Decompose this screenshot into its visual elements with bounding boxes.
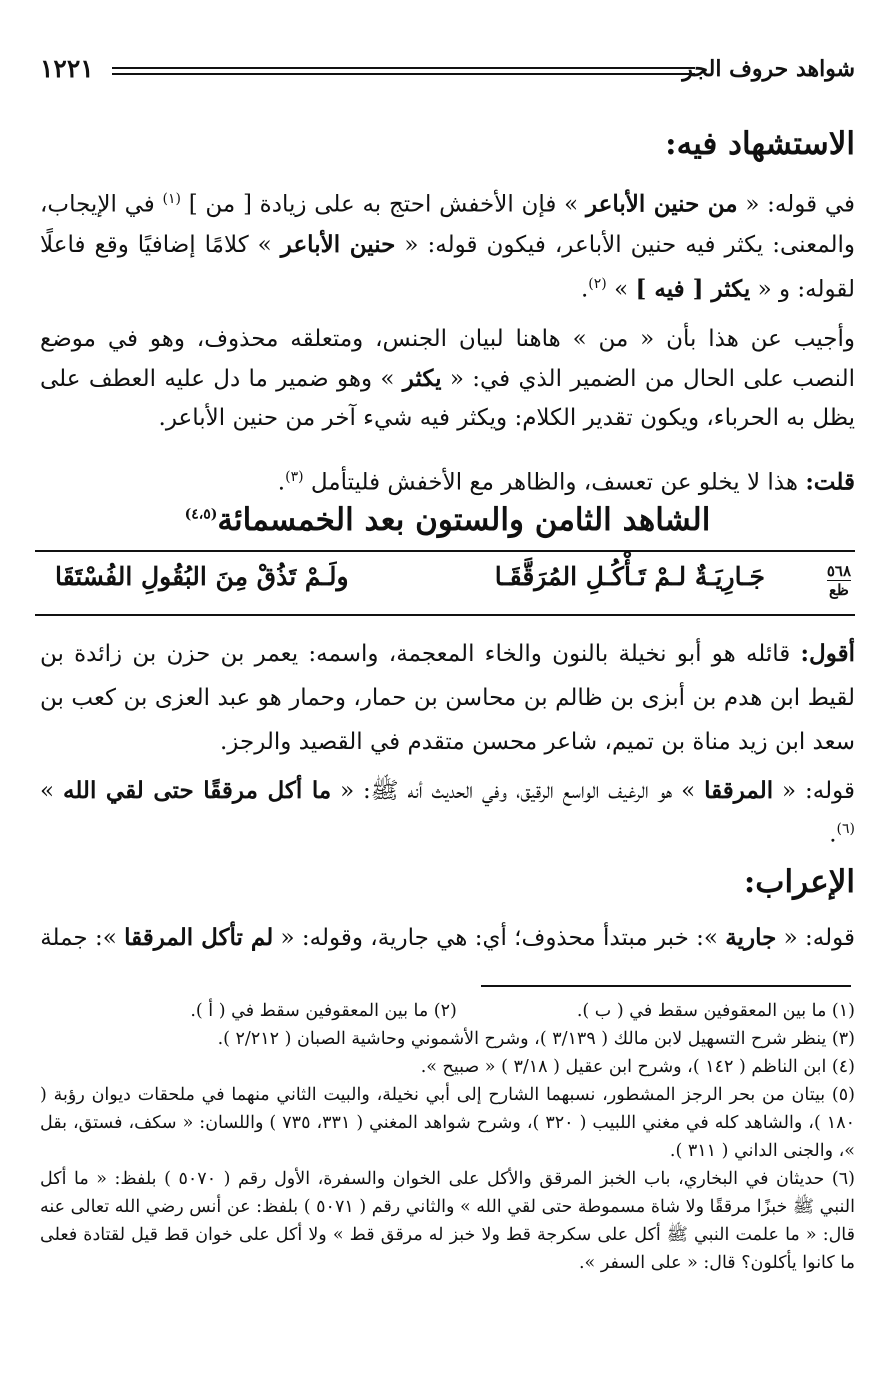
footnote-4: (٤) ابن الناظم ( ١٤٢ )، وشرح ابن عقيل ( ٣/١٨ ) « صبيح ». (420, 1057, 855, 1077)
section-istishhad (40, 124, 855, 164)
poem-heading: الشاهد الثامن والستون بعد الخمسمائة$^{(٤،٥)}$ (184, 502, 711, 538)
paragraph-text: في قوله: « من حنين الأباعر » فإن الأخفش احتج به على زيادة [ من ] $^{(١)}$ في الإيجاب، والمعنى: يكثر فيه حنين الأباعر، فيكون قوله: « حنين الأباعر » كلامًا إضافيًا وقع فاعلًا لقوله: و « يكثر [ فيه ] » $^{(٢)}$. (40, 190, 855, 303)
section-heading-istishhad: الاستشهاد فيه: (665, 126, 855, 162)
section-irab (40, 862, 855, 902)
footnote-2: (٢) ما بين المعقوفين سقط في ( أ ). (190, 1001, 457, 1021)
verse-first-hemistich: جَـارِيَـةٌ لـمْ تَـأْكُـلِ المُرَقَّقَـا (494, 562, 765, 591)
verse-number: ٥٦٨ ظع (826, 562, 851, 599)
footnote-ref: (٤،٥) (184, 506, 218, 523)
footnote-row (40, 997, 855, 1025)
footnote-5: (٥) بيتان من بحر الرجز المشطور، نسبهما الشارح إلى أبي نخيلة، والبيت الثاني منهما في ملحقات ديوان رؤبة ( ١٨٠ )، والشاهد كله في مغني اللبيب ( ٣٢٠ )، وشرح شواهد المغني ( ٣٣١، ٧٣٥ ) واللسان: « سكف، فستق، بقل »، والجنى الداني ( ٣١١ ). (40, 1085, 855, 1161)
section-heading-irab: الإعراب: (743, 864, 855, 900)
footnote-6: (٦) حديثان في البخاري، باب الخبز المرقق والأكل على الخوان والسفرة، الأول رقم ( ٥٠٧٠ ) بلفظ: « ما أكل النبي ﷺ خبزًا مرققًا ولا شاة مسموطة حتى لقي الله » والثاني رقم ( ٥٠٧١ ) بلفظ: عن أنس رضي الله تعالى عنه قال: « ما علمت النبي ﷺ أكل على سكرجة قط ولا خبز له مرقق قط » ولا أكل على خوان قط قيل لقتادة فعلى ما كانوا يأكلون؟ قال: « على السفر ». (40, 1169, 855, 1273)
footnote-3: (٣) ينظر شرح التسهيل لابن مالك ( ٣/١٣٩ )، وشرح الأشموني وحاشية الصبان ( ٢/٢١٢ ). (217, 1029, 855, 1049)
header-rule (112, 67, 695, 75)
footnote-1: (١) ما بين المعقوفين سقط في ( ب ). (576, 1001, 855, 1021)
page-number: ١٢٢١ (40, 54, 94, 83)
paragraph-text: قوله: « جارية »: خبر مبتدأ محذوف؛ أي: هي جارية، وقوله: « لم تأكل المرققا »: جملة (40, 924, 855, 951)
running-title: شواهد حروف الجر (682, 56, 855, 82)
footnote-ref: (٣) (285, 469, 304, 485)
footnotes (40, 997, 855, 1277)
footnote-ref: (٢) (588, 275, 607, 292)
paragraph-5 (40, 772, 855, 854)
paragraph-6 (40, 918, 855, 958)
paragraph-3 (40, 458, 855, 503)
page-header (40, 54, 855, 88)
footnote-ref: (١) (162, 191, 181, 207)
paragraph-text: أقول: قائله هو أبو نخيلة بالنون والخاء المعجمة، واسمه: يعمر بن حزن بن زائدة بن لقيط ابن هدم بن أبزى بن ظالم بن محاسن بن حمار، وحمار هو عبد العزى بن كعب بن سعد ابن زيد مناة بن تميم، شاعر محسن متقدم في القصيد والرجز. (40, 640, 855, 755)
paragraph-4 (40, 632, 855, 764)
paragraph-text: قلت: هذا لا يخلو عن تعسف، والظاهر مع الأخفش فليتأمل $^{(٣)}$. (277, 468, 855, 496)
footnote-ref: (٦) (836, 821, 855, 837)
paragraph-text: قوله: « المرققا » هو الرغيف الواسع الرقيق، وفي الحديث أنه ﷺ: « ما أكل مرققًا حتى لقي الله » $^{(٦)}$. (40, 777, 855, 848)
footnote-rule (481, 985, 851, 987)
verse-second-hemistich: ولَـمْ تَذُقْ مِنَ البُقُولِ الفُسْتَقَا (55, 562, 349, 591)
paragraph-1 (40, 180, 855, 309)
verse-box (35, 550, 855, 616)
paragraph-text: وأجيب عن هذا بأن « من » هاهنا لبيان الجنس، ومتعلقه محذوف، وهو في موضع النصب على الحال من الضمير الذي في: « يكثر » وهو ضمير ما دل عليه العطف على يظل به الحرباء، ويكون تقدير الكلام: ويكثر فيه شيء آخر من حنين الأباعر. (40, 326, 856, 431)
paragraph-2 (40, 320, 855, 438)
